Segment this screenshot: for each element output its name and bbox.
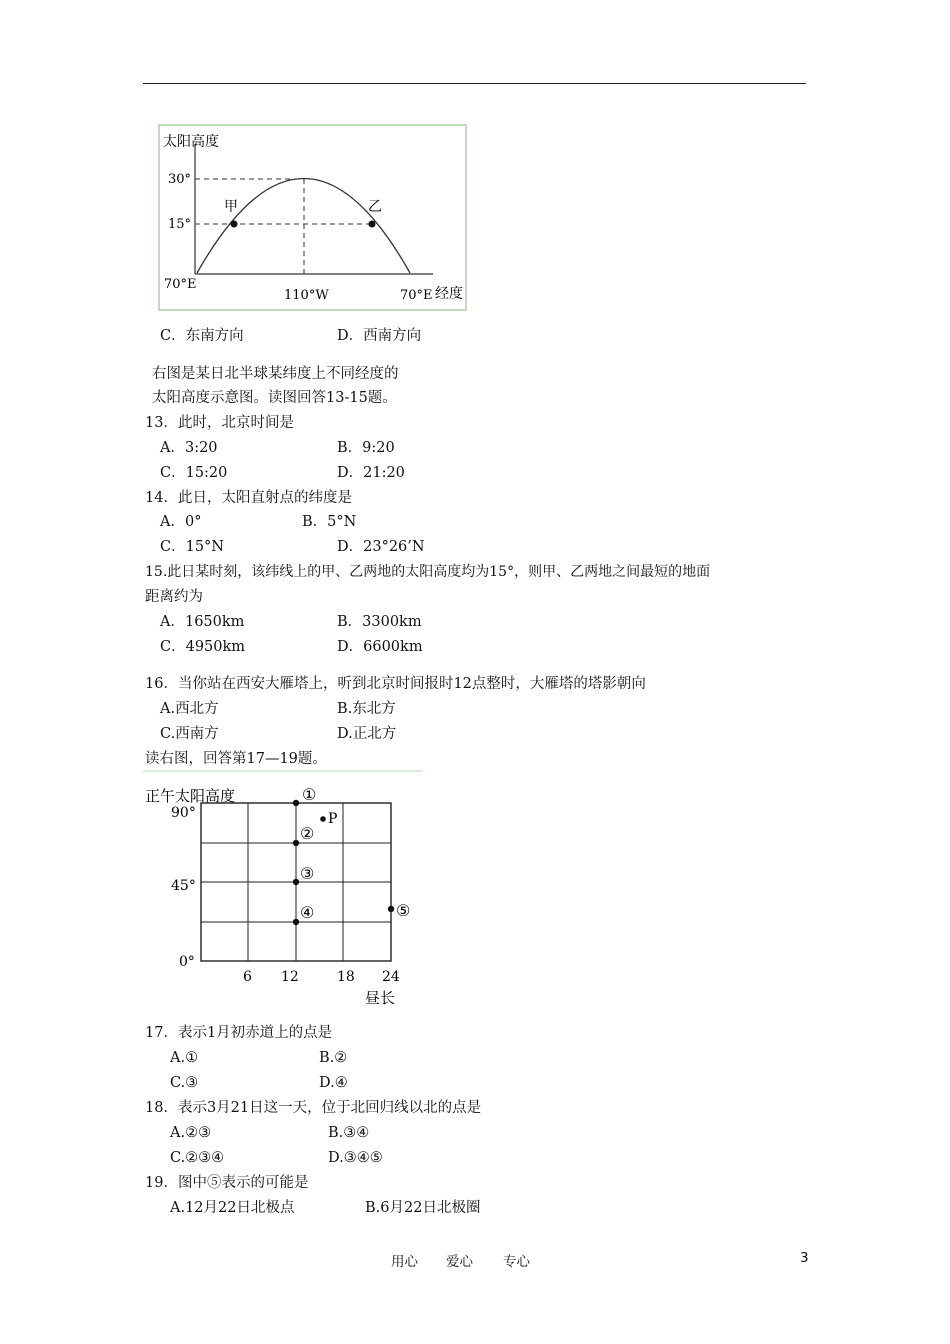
question-17: 17．表示1月初赤道上的点是	[145, 1025, 333, 1041]
question-15-line2: 距离约为	[145, 589, 203, 605]
q14-option-a: A．0°	[160, 514, 202, 530]
point-5	[388, 906, 394, 912]
q18-option-a: A.②③	[170, 1125, 212, 1141]
point-jia	[231, 221, 238, 228]
y-axis-label: 正午太阳高度	[145, 787, 236, 805]
footer-text-2: 爱心	[446, 1254, 473, 1270]
q18-option-b: B.③④	[328, 1125, 370, 1141]
q13-option-d: D．21:20	[337, 465, 405, 481]
solar-altitude-figure	[158, 124, 468, 312]
q18-option-c: C.②③④	[170, 1150, 225, 1166]
question-16: 16．当你站在西安大雁塔上，听到北京时间报时12点整时，大雁塔的塔影朝向	[145, 676, 646, 692]
intro-13-15-b: 太阳高度示意图。读图回答13-15题。	[152, 390, 397, 406]
intro-13-15-a: 右图是某日北半球某纬度上不同经度的	[152, 366, 399, 382]
label-3: ③	[300, 864, 315, 883]
label-2: ②	[300, 824, 315, 843]
q16-option-c: C.西南方	[160, 726, 219, 742]
page-number: 3	[800, 1250, 809, 1266]
q14-option-c: C．15°N	[160, 539, 224, 555]
q16-option-d: D.正北方	[337, 726, 397, 742]
x-axis-label: 昼长	[365, 989, 396, 1007]
prev-option-d: D．西南方向	[337, 328, 422, 344]
x-axis-label: 经度	[435, 286, 463, 302]
q14-option-b: B．5°N	[302, 514, 357, 530]
question-18: 18．表示3月21日这一天，位于北回归线以北的点是	[145, 1100, 482, 1116]
q15-option-d: D．6600km	[337, 639, 423, 655]
label-yi: 乙	[368, 199, 382, 215]
q16-option-a: A.西北方	[160, 701, 219, 717]
label-1: ①	[302, 785, 317, 804]
question-14: 14．此日，太阳直射点的纬度是	[145, 490, 352, 506]
label-jia: 甲	[224, 199, 238, 215]
question-19: 19．图中⑤表示的可能是	[145, 1175, 309, 1191]
footer-text-3: 专心	[503, 1254, 530, 1270]
point-3	[293, 879, 299, 885]
q18-option-d: D.③④⑤	[328, 1150, 383, 1166]
tick-70e-right: 70°E	[400, 288, 433, 303]
tick-6: 6	[243, 969, 252, 985]
q15-option-b: B．3300km	[337, 614, 422, 630]
q15-option-c: C．4950km	[160, 639, 246, 655]
question-15-line1: 15.此日某时刻，该纬线上的甲、乙两地的太阳高度均为15°，则甲、乙两地之间最短的地面	[145, 564, 711, 580]
label-5: ⑤	[396, 901, 411, 920]
q17-option-c: C.③	[170, 1075, 199, 1091]
tick-110w: 110°W	[284, 288, 329, 303]
point-1	[293, 800, 299, 806]
tick-90: 90°	[171, 805, 196, 821]
point-p	[320, 816, 326, 822]
tick-15: 15°	[168, 217, 192, 232]
q13-option-a: A．3:20	[160, 440, 218, 456]
header-rule	[143, 83, 806, 84]
noon-altitude-figure	[143, 770, 428, 1010]
prev-option-c: C．东南方向	[160, 328, 244, 344]
figure-frame	[159, 125, 466, 310]
q14-option-d: D．23°26’N	[337, 539, 425, 555]
q19-option-a: A.12月22日北极点	[170, 1200, 295, 1216]
q17-option-d: D.④	[319, 1075, 348, 1091]
tick-30: 30°	[168, 172, 192, 187]
q13-option-c: C．15:20	[160, 465, 228, 481]
y-axis-label: 太阳高度	[163, 134, 219, 150]
intro-17-19: 读右图，回答第17—19题。	[145, 751, 327, 767]
point-4	[293, 919, 299, 925]
label-4: ④	[300, 903, 315, 922]
question-13: 13．此时，北京时间是	[145, 415, 294, 431]
point-yi	[369, 221, 376, 228]
tick-12: 12	[281, 969, 299, 985]
tick-0: 0°	[179, 954, 195, 970]
q13-option-b: B．9:20	[337, 440, 395, 456]
q16-option-b: B.东北方	[337, 701, 396, 717]
tick-45: 45°	[171, 878, 196, 894]
tick-18: 18	[337, 969, 355, 985]
q19-option-b: B.6月22日北极圈	[365, 1200, 481, 1216]
label-p: P	[328, 811, 338, 827]
q17-option-b: B.②	[319, 1050, 348, 1066]
q15-option-a: A．1650km	[160, 614, 245, 630]
tick-24: 24	[382, 969, 400, 985]
q17-option-a: A.①	[170, 1050, 199, 1066]
point-2	[293, 840, 299, 846]
footer-text-1: 用心	[391, 1254, 418, 1270]
tick-70e-left: 70°E	[164, 277, 197, 292]
